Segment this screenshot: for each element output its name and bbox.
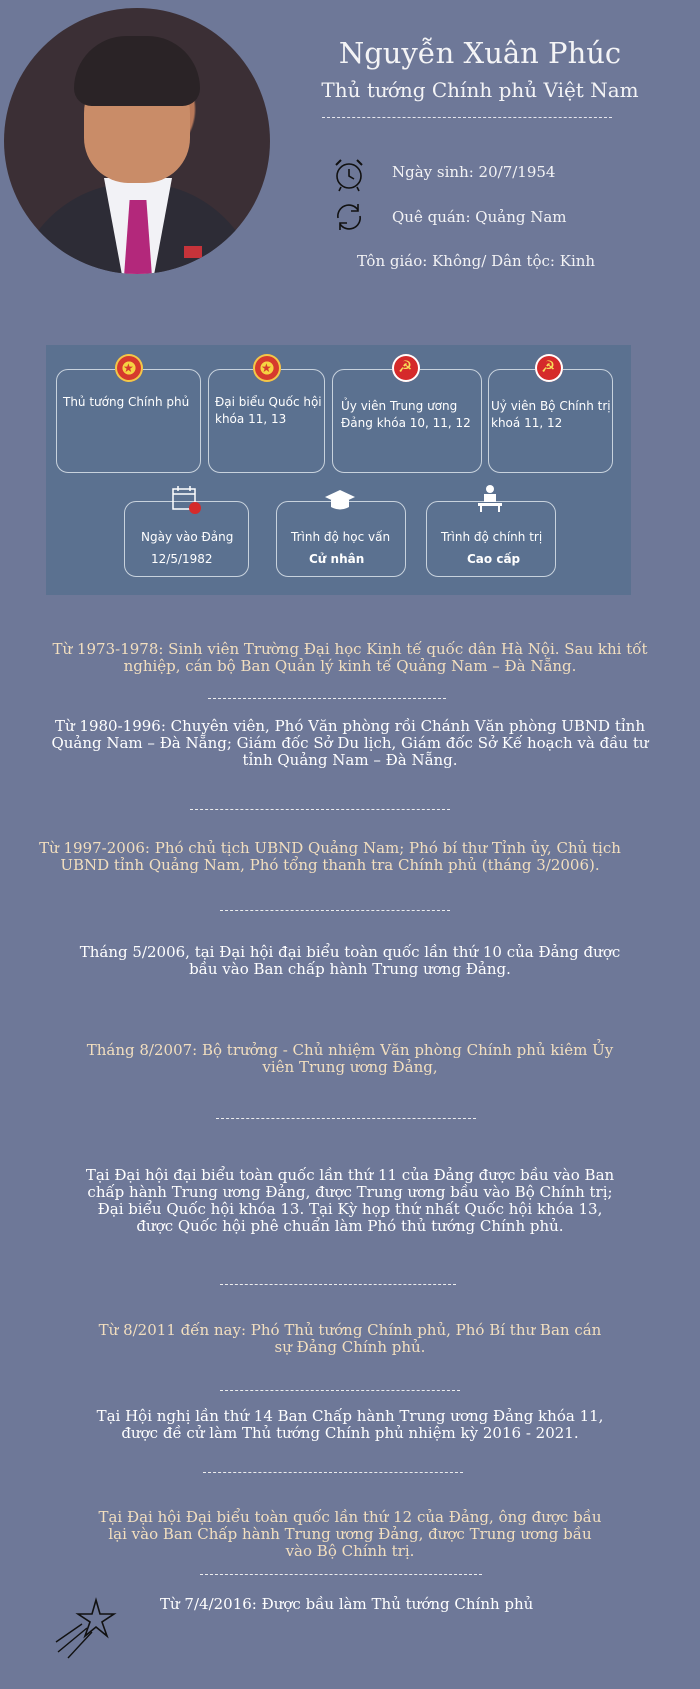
timeline-divider bbox=[190, 809, 450, 810]
timeline-divider bbox=[216, 1118, 476, 1119]
timeline-divider bbox=[208, 698, 446, 699]
timeline-item-1997: Từ 1997-2006: Phó chủ tịch UBND Quảng Nam; Phó bí thư Tỉnh ủy, Chủ tịch UBND tỉnh Quảng Nam, Phó tổng thanh tra Chính phủ (tháng 3/2006). bbox=[39, 839, 621, 874]
card-political-level: Trình độ chính trị Cao cấp bbox=[426, 501, 556, 577]
timeline-item-2007: Tháng 8/2007: Bộ trưởng - Chủ nhiệm Văn phòng Chính phủ kiêm Ủy viên Trung ương Đảng, bbox=[86, 1041, 614, 1076]
calendar-icon bbox=[170, 485, 202, 515]
party-emblem-icon bbox=[535, 354, 563, 382]
religion-ethnicity: Tôn giáo: Không/ Dân tộc: Kinh bbox=[357, 252, 596, 270]
person-name: Nguyễn Xuân Phúc bbox=[338, 36, 622, 70]
home-cycle-icon bbox=[330, 198, 368, 236]
national-emblem-icon bbox=[115, 354, 143, 382]
birth-date: Ngày sinh: 20/7/1954 bbox=[392, 163, 556, 181]
timeline-item-2011-congress: Tại Đại hội đại biểu toàn quốc lần thứ 11 của Đảng được bầu vào Ban chấp hành Trung ương Đảng, được Trung ương bầu vào Bộ Chính trị; Đại biểu Quốc hội khóa 13. Tại Kỳ họp thứ nhất Quốc hội khóa 13, được Quốc hội phê chuẩn làm Phó thủ tướng Chính phủ. bbox=[85, 1166, 615, 1235]
timeline-divider bbox=[220, 910, 450, 911]
national-emblem-icon bbox=[253, 354, 281, 382]
header-divider bbox=[322, 117, 612, 118]
person-position: Thủ tướng Chính phủ Việt Nam bbox=[321, 78, 639, 102]
card-education: Trình độ học vấn Cử nhân bbox=[276, 501, 406, 577]
timeline-divider bbox=[203, 1472, 463, 1473]
card-prime-minister: Thủ tướng Chính phủ bbox=[56, 369, 201, 473]
party-emblem-icon bbox=[392, 354, 420, 382]
card-central-committee: Ủy viên Trung ương Đảng khóa 10, 11, 12 bbox=[332, 369, 482, 473]
timeline-divider bbox=[220, 1390, 460, 1391]
card-party-join-date: Ngày vào Đảng 12/5/1982 bbox=[124, 501, 249, 577]
alarm-clock-icon bbox=[330, 155, 368, 193]
flag-pin bbox=[184, 246, 202, 258]
timeline-item-1980: Từ 1980-1996: Chuyên viên, Phó Văn phòng rồi Chánh Văn phòng UBND tỉnh Quảng Nam – Đà Nẵng; Giám đốc Sở Du lịch, Giám đốc Sở Kế hoạch và đầu tư tỉnh Quảng Nam – Đà Nẵng. bbox=[51, 717, 649, 769]
timeline-divider bbox=[220, 1284, 456, 1285]
graduation-cap-icon bbox=[324, 487, 356, 517]
timeline-item-plenum-14: Tại Hội nghị lần thứ 14 Ban Chấp hành Trung ương Đảng khóa 11, được đề cử làm Thủ tướng Chính phủ nhiệm kỳ 2016 - 2021. bbox=[96, 1407, 604, 1442]
hometown: Quê quán: Quảng Nam bbox=[392, 208, 567, 226]
card-national-assembly: Đại biểu Quốc hội khóa 11, 13 bbox=[208, 369, 325, 473]
timeline-divider bbox=[200, 1574, 482, 1575]
positions-panel bbox=[46, 345, 631, 595]
timeline-item-congress-12: Tại Đại hội Đại biểu toàn quốc lần thứ 12 của Đảng, ông được bầu lại vào Ban Chấp hành Trung ương Đảng, được Trung ương bầu vào Bộ Chính trị. bbox=[98, 1508, 602, 1560]
card-politburo: Uỷ viên Bộ Chính trị khoá 11, 12 bbox=[488, 369, 613, 473]
timeline-item-2006: Tháng 5/2006, tại Đại hội đại biểu toàn quốc lần thứ 10 của Đảng được bầu vào Ban chấp hành Trung ương Đảng. bbox=[79, 943, 621, 978]
timeline-item-2011-deputy: Từ 8/2011 đến nay: Phó Thủ tướng Chính phủ, Phó Bí thư Ban cán sự Đảng Chính phủ. bbox=[98, 1321, 602, 1356]
timeline-item-2016: Từ 7/4/2016: Được bầu làm Thủ tướng Chính phủ bbox=[160, 1595, 534, 1613]
person-desk-icon bbox=[474, 483, 506, 513]
shooting-star-icon bbox=[52, 1592, 122, 1662]
portrait-photo bbox=[4, 8, 270, 274]
timeline-item-1973: Từ 1973-1978: Sinh viên Trường Đại học Kinh tế quốc dân Hà Nội. Sau khi tốt nghiệp, cán bộ Ban Quản lý kinh tế Quảng Nam – Đà Nẵng. bbox=[52, 640, 648, 675]
